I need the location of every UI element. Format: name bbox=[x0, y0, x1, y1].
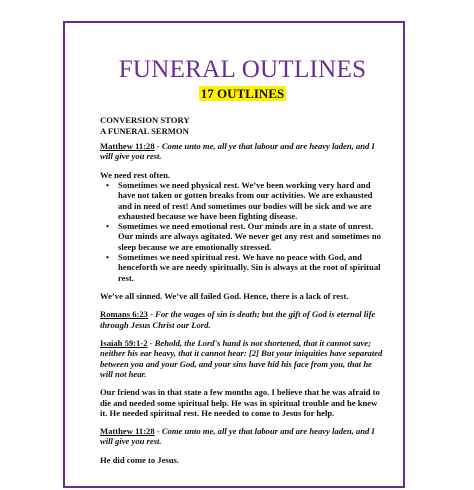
verse-2 bbox=[100, 309, 385, 330]
verse-2-text: - For the wages of sin is death; but the gift of God is eternal life through Jesus Christ our Lord. bbox=[100, 309, 376, 330]
verse-2-ref: Romans 6:23 bbox=[100, 309, 148, 320]
bullet-spiritual-rest: • Sometimes we need spiritual rest. We have no peace with God, and henceforth we are needy spiritually. Sin is always at the root of spiritual rest. bbox=[118, 252, 385, 283]
verse-4 bbox=[100, 426, 385, 447]
document-title: FUNERAL OUTLINES bbox=[118, 56, 367, 83]
verse-1-text: - Come unto me, all ye that labour and are heavy laden, and I will give you rest. bbox=[100, 140, 375, 162]
verse-1 bbox=[100, 141, 385, 162]
subtitle-wrap bbox=[100, 86, 385, 102]
verse-3-text: - Behold, the Lord's hand is not shortened, that it cannot save; neither his ear heavy, that it cannot hear: [2] But your iniquities have separated between you and your God, and your sins have hid his face from you, that he will not hear. bbox=[100, 337, 383, 379]
verse-1-ref: Matthew 11:28 bbox=[100, 140, 155, 151]
rest-often: We need rest often. bbox=[100, 169, 171, 180]
bullet-emotional-rest: • Sometimes we need emotional rest. Our minds are in a state of unrest. Our minds are always agitated. We never get any rest and sometimes no sleep because we are emotionally stressed. bbox=[118, 221, 385, 252]
section-heading-2: A FUNERAL SERMON bbox=[100, 125, 189, 136]
friend-story: Our friend was in that state a few months ago. I believe that he was afraid to die and needed some spiritual help. He was in spiritual trouble and he knew it. He needed spiritual rest. He needed to come to Jesus for help. bbox=[100, 387, 380, 418]
document-content bbox=[100, 56, 385, 465]
bullet-physical-rest: • Sometimes we need physical rest. We’ve been working very hard and have not taken or gotten breaks from our activities. We are exhausted and in need of rest! And sometimes our bodies will be sick and we are exhausted because we have been fighting disease. bbox=[118, 180, 385, 221]
verse-4-text: - Come unto me, all ye that labour and are heavy laden, and I will give you rest. bbox=[100, 426, 375, 447]
verse-4-ref: Matthew 11:28 bbox=[100, 426, 155, 437]
verse-3 bbox=[100, 338, 385, 379]
verse-3-ref: Isaiah 59:1-2 bbox=[100, 337, 148, 348]
document-subtitle: 17 OUTLINES bbox=[200, 85, 285, 101]
came-to-jesus: He did come to Jesus. bbox=[100, 454, 180, 465]
all-sinned: We’ve all sinned. We’ve all failed God. Hence, there is a lack of rest. bbox=[100, 291, 349, 302]
rest-bullet-list bbox=[100, 180, 385, 283]
section-heading-1: CONVERSION STORY bbox=[100, 115, 190, 126]
